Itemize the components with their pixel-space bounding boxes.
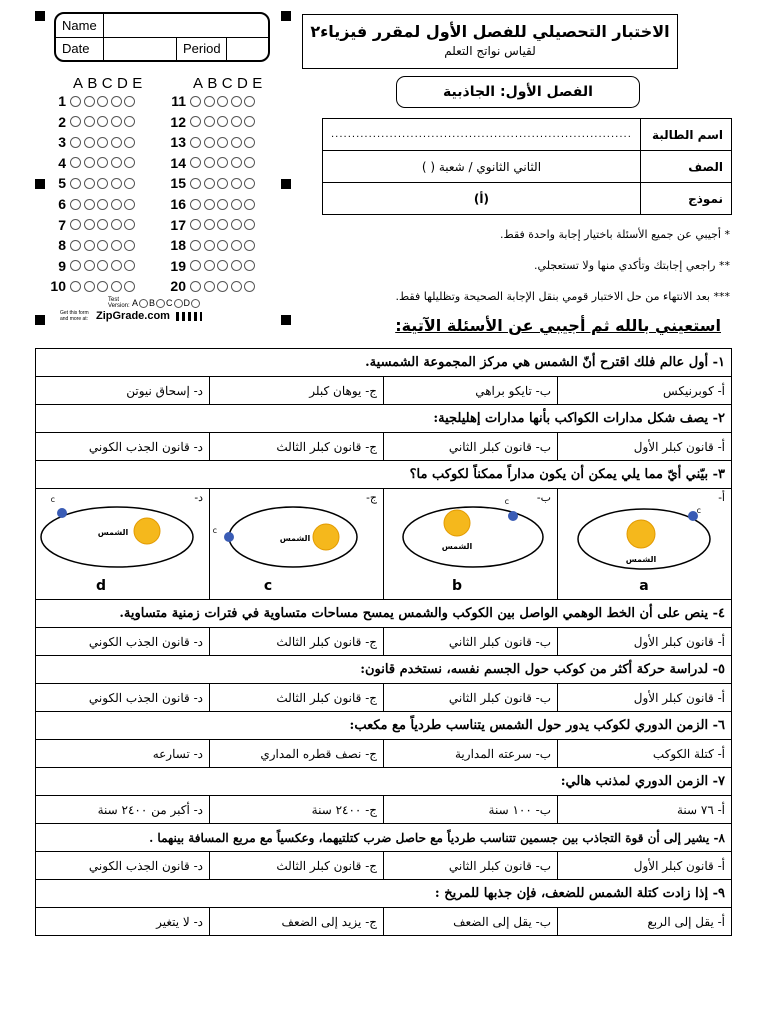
questions-table [35,348,732,936]
answer-bubble[interactable] [111,199,122,210]
q1-option-b: ب- تايكو براهي [384,377,558,405]
question-number: 1 [58,93,66,109]
answer-bubble[interactable] [244,260,255,271]
question-number: 15 [170,175,186,192]
answer-bubble[interactable] [124,240,135,251]
answer-row [160,91,258,111]
answer-bubble[interactable] [190,157,201,168]
answer-bubble[interactable] [70,199,81,210]
answer-row [160,173,258,193]
answer-bubble[interactable] [231,281,242,292]
answer-bubble[interactable] [111,219,122,230]
registration-mark-top-left [35,11,45,21]
question-number: 20 [170,278,186,295]
q3-figure-a [558,489,732,600]
answer-bubble[interactable] [190,96,201,107]
answer-bubble[interactable] [204,240,215,251]
answer-bubble[interactable] [231,137,242,148]
answer-bubble[interactable] [124,96,135,107]
answer-bubble[interactable] [111,137,122,148]
answer-bubble[interactable] [124,116,135,127]
q6-option-b: ب- سرعته المدارية [384,740,558,768]
answer-bubble[interactable] [204,199,215,210]
period-field[interactable] [226,37,268,60]
q9-option-c: ج- يزيد إلى الضعف [210,908,384,936]
questions-heading: استعيني بالله ثم أجيبي عن الأسئلة الآتية: [395,316,721,335]
version-a-bubble[interactable] [139,299,148,308]
q7-option-a: أ- ٧٦ سنة [558,796,732,824]
answer-bubble[interactable] [70,96,81,107]
answer-bubble[interactable] [244,116,255,127]
answer-bubble[interactable] [124,219,135,230]
answer-bubble[interactable] [217,178,228,189]
answer-bubble[interactable] [111,157,122,168]
answer-bubble[interactable] [190,240,201,251]
answer-bubble[interactable] [97,96,108,107]
q6-option-a: أ- كتلة الكوكب [558,740,732,768]
answer-bubble[interactable] [204,281,215,292]
sun-label: الشمس [97,528,129,537]
get-form-text: Get this form and more at: [60,310,89,322]
answer-bubble[interactable] [231,96,242,107]
answer-bubble[interactable] [217,137,228,148]
answer-bubble[interactable] [84,178,95,189]
answer-bubble[interactable] [124,281,135,292]
answer-row [40,132,138,152]
student-info-table [322,118,732,215]
answer-bubble[interactable] [111,178,122,189]
exam-title-box [302,14,678,69]
q9-option-d: د- لا يتغير [36,908,210,936]
test-version-label: Test Version: [108,297,130,309]
answer-bubble[interactable] [231,219,242,230]
question-3-text: ٣- بيّني أيّ مما يلي يمكن أن يكون مداراً ممكناً لكوكب ما؟ [36,461,732,489]
model-label: نموذج [640,183,731,215]
q8-option-b: ب- قانون كبلر الثاني [384,852,558,880]
registration-mark-bottom-right [281,315,291,325]
q3-figure-c-prefix: ج- [366,491,377,504]
answer-bubble[interactable] [84,219,95,230]
orbit-diagram-d [37,489,209,595]
answer-row [160,215,258,235]
answer-bubble[interactable] [124,157,135,168]
q4-option-a: أ- قانون كبلر الأول [558,628,732,656]
answer-bubble[interactable] [84,96,95,107]
answer-bubble[interactable] [84,281,95,292]
answer-bubble[interactable] [124,199,135,210]
answer-bubble[interactable] [97,157,108,168]
q3-figure-b [384,489,558,600]
q8-option-d: د- قانون الجذب الكوني [36,852,210,880]
answer-bubble[interactable] [190,219,201,230]
answer-row [40,276,138,296]
answer-bubble[interactable] [204,116,215,127]
planet-label: c [212,526,217,535]
question-number: 19 [170,257,186,274]
question-5-text: ٥- لدراسة حركة أكثر من كوكب حول الجسم نفسه، نستخدم قانون: [36,656,732,684]
answer-row [160,276,258,296]
q2-option-d: د- قانون الجذب الكوني [36,433,210,461]
q9-option-b: ب- يقل إلى الضعف [384,908,558,936]
registration-mark-bottom-left [35,315,45,325]
answer-bubble[interactable] [84,240,95,251]
answer-row [40,173,138,193]
model-value: (أ) [323,183,641,215]
answer-bubble[interactable] [217,240,228,251]
answer-bubble[interactable] [97,199,108,210]
date-label: Date [62,41,90,56]
answer-bubble[interactable] [217,157,228,168]
orbit-diagram-b [385,489,557,595]
answer-bubble[interactable] [204,219,215,230]
q1-option-c: ج- يوهان كبلر [210,377,384,405]
exam-title: الاختبار التحصيلي للفصل الأول لمقرر فيزياء٢ [310,22,670,41]
question-1-text: ١- أول عالم فلك اقترح أنّ الشمس هي مركز المجموعة الشمسية. [36,349,732,377]
answer-bubble[interactable] [84,260,95,271]
answer-bubble[interactable] [111,116,122,127]
answer-row [40,112,138,132]
name-date-period-box [54,12,270,62]
answer-row [40,194,138,214]
answer-bubble[interactable] [204,137,215,148]
q7-option-c: ج- ٢٤٠٠ سنة [210,796,384,824]
answer-bubble[interactable] [204,178,215,189]
question-number: 11 [171,93,186,109]
name-label: Name [62,18,97,33]
answer-bubble[interactable] [84,137,95,148]
instruction-3: *** بعد الانتهاء من حل الاختبار قومي بنقل الإجابة الصحيحة وتظليلها فقط. [395,290,730,303]
answer-bubble[interactable] [111,260,122,271]
class-label: الصف [640,151,731,183]
answer-bubble[interactable] [70,137,81,148]
q8-option-c: ج- قانون كبلر الثالث [210,852,384,880]
answer-bubble[interactable] [244,199,255,210]
answer-bubble[interactable] [124,260,135,271]
orbit-diagram-c [211,489,383,595]
planet-label: c [50,495,55,504]
answer-bubble[interactable] [190,199,201,210]
chapter-title: الفصل الأول: الجاذبية [396,76,640,108]
answer-bubble[interactable] [190,178,201,189]
answer-bubble[interactable] [97,219,108,230]
version-a: A [132,298,139,308]
question-7-text: ٧- الزمن الدوري لمذنب هالي: [36,768,732,796]
answer-bubble[interactable] [70,178,81,189]
q9-option-a: أ- يقل إلى الربع [558,908,732,936]
class-value: الثاني الثانوي / شعبة ( ) [323,151,641,183]
question-number: 17 [170,216,186,233]
answer-bubble[interactable] [244,281,255,292]
answer-row [160,194,258,214]
answer-bubble[interactable] [217,96,228,107]
answer-bubble[interactable] [231,240,242,251]
question-number: 14 [170,154,186,171]
answer-bubble[interactable] [70,260,81,271]
answer-bubble[interactable] [231,260,242,271]
answer-bubble[interactable] [97,240,108,251]
orbit-letter-d: d [95,578,107,594]
question-number: 6 [58,196,66,212]
answer-row [160,132,258,152]
q3-figure-d-prefix: د- [194,491,203,504]
answer-bubble[interactable] [84,157,95,168]
answer-bubble[interactable] [244,240,255,251]
registration-mark-top-right [281,11,291,21]
q7-option-b: ب- ١٠٠ سنة [384,796,558,824]
answer-bubble[interactable] [231,116,242,127]
q4-option-c: ج- قانون كبلر الثالث [210,628,384,656]
answer-bubble[interactable] [204,260,215,271]
version-c: C [166,298,173,308]
question-number: 10 [50,278,66,295]
answer-bubble[interactable] [204,96,215,107]
name-field[interactable] [103,14,268,37]
q8-option-a: أ- قانون كبلر الأول [558,852,732,880]
q3-figure-b-prefix: ب- [536,491,551,504]
answer-bubble[interactable] [190,116,201,127]
q3-figure-a-prefix: أ- [718,491,725,504]
question-number: 12 [170,113,186,130]
q3-figure-d [36,489,210,600]
answer-bubble[interactable] [244,178,255,189]
bubble-letters-right: ABCDE [193,75,267,92]
q7-option-d: د- أكبر من ٢٤٠٠ سنة [36,796,210,824]
q5-option-b: ب- قانون كبلر الثاني [384,684,558,712]
q4-option-b: ب- قانون كبلر الثاني [384,628,558,656]
version-d-bubble[interactable] [191,299,200,308]
q2-option-c: ج- قانون كبلر الثالث [210,433,384,461]
orbit-letter-b: b [451,578,463,594]
answer-bubble[interactable] [231,199,242,210]
answer-row [160,153,258,173]
question-number: 13 [170,134,186,151]
q6-option-c: ج- نصف قطره المداري [210,740,384,768]
answer-bubble[interactable] [97,281,108,292]
q1-option-a: أ- كوبرنيكس [558,377,732,405]
answer-bubble[interactable] [111,96,122,107]
sun-label: الشمس [279,534,311,543]
version-d: D [183,298,191,308]
q2-option-a: أ- قانون كبلر الأول [558,433,732,461]
answer-bubble[interactable] [244,157,255,168]
checker-logo-icon [176,312,202,321]
question-number: 2 [58,113,66,130]
answer-bubble[interactable] [217,281,228,292]
question-number: 7 [58,216,66,233]
answer-bubble[interactable] [124,137,135,148]
version-c-bubble[interactable] [174,299,183,308]
answer-bubble[interactable] [190,260,201,271]
instruction-2: ** راجعي إجابتك وتأكدي منها ولا تستعجلي. [534,259,730,272]
question-6-text: ٦- الزمن الدوري لكوكب يدور حول الشمس يتناسب طردياً مع مكعب: [36,712,732,740]
registration-mark-middle-right [281,179,291,189]
q4-option-d: د- قانون الجذب الكوني [36,628,210,656]
sun-label: الشمس [625,555,657,564]
answer-bubble[interactable] [70,116,81,127]
answer-bubble[interactable] [190,137,201,148]
instruction-1: * أجيبي عن جميع الأسئلة باختيار إجابة واحدة فقط. [500,228,730,241]
orbit-diagram-a [559,489,731,595]
bubble-letters-left: ABCDE [73,75,147,92]
answer-row [40,91,138,111]
planet-label: c [504,497,509,506]
version-b-bubble[interactable] [156,299,165,308]
answer-bubble[interactable] [204,157,215,168]
zipgrade-footer [60,310,202,322]
answer-bubble[interactable] [97,137,108,148]
question-number: 16 [170,196,186,212]
answer-bubble[interactable] [111,240,122,251]
q1-option-d: د- إسحاق نيوتن [36,377,210,405]
answer-bubble[interactable] [97,178,108,189]
question-8-text: ٨- يشير إلى أن قوة التجاذب بين جسمين تتناسب طردياً مع حاصل ضرب كتلتيهما، وعكسياً مع مربع المسافة بينهما . [36,824,732,852]
answer-row [40,215,138,235]
q2-option-b: ب- قانون كبلر الثاني [384,433,558,461]
sun-label: الشمس [441,542,473,551]
answer-bubble[interactable] [84,116,95,127]
question-number: 18 [170,237,186,254]
answer-bubble[interactable] [97,116,108,127]
answer-bubble[interactable] [190,281,201,292]
test-version [108,297,201,309]
orbit-letter-c: c [263,578,273,594]
date-field[interactable] [103,37,176,60]
answer-row [160,256,258,276]
zipgrade-brand: ZipGrade.com [96,310,170,322]
question-4-text: ٤- ينص على أن الخط الوهمي الواصل بين الكوكب والشمس يمسح مساحات متساوية في فترات زمنية متساوية. [36,600,732,628]
period-label: Period [176,37,221,60]
answer-bubble[interactable] [70,281,81,292]
answer-bubble[interactable] [124,178,135,189]
planet-label: c [696,506,701,515]
student-name-field[interactable]: ........................................................................ [323,119,641,151]
answer-row [40,153,138,173]
question-number: 8 [58,237,66,254]
answer-bubble[interactable] [217,199,228,210]
question-number: 9 [58,257,66,274]
q5-option-a: أ- قانون كبلر الأول [558,684,732,712]
answer-bubble[interactable] [217,260,228,271]
version-b: B [149,298,156,308]
q5-option-d: د- قانون الجذب الكوني [36,684,210,712]
answer-bubble[interactable] [244,137,255,148]
question-number: 3 [58,134,66,151]
answer-bubble[interactable] [111,281,122,292]
answer-bubble[interactable] [70,157,81,168]
exam-subtitle: لقياس نواتج التعلم [444,44,536,58]
answer-bubble[interactable] [231,157,242,168]
answer-row [160,235,258,255]
answer-bubble[interactable] [244,96,255,107]
question-9-text: ٩- إذا زادت كتلة الشمس للضعف، فإن جذبها للمريخ : [36,880,732,908]
answer-bubble[interactable] [217,116,228,127]
orbit-letter-a: a [639,578,649,594]
answer-bubble[interactable] [244,219,255,230]
answer-row [40,235,138,255]
q6-option-d: د- تسارعه [36,740,210,768]
answer-bubble[interactable] [97,260,108,271]
answer-bubble[interactable] [231,178,242,189]
answer-row [160,112,258,132]
question-number: 5 [58,175,66,192]
answer-bubble[interactable] [217,219,228,230]
q5-option-c: ج- قانون كبلر الثالث [210,684,384,712]
answer-row [40,256,138,276]
answer-bubble[interactable] [84,199,95,210]
answer-bubble[interactable] [70,219,81,230]
question-number: 4 [58,154,66,171]
answer-bubble[interactable] [70,240,81,251]
q3-figure-c [210,489,384,600]
student-name-label: اسم الطالبة [640,119,731,151]
question-2-text: ٢- يصف شكل مدارات الكواكب بأنها مدارات إهليلجية: [36,405,732,433]
